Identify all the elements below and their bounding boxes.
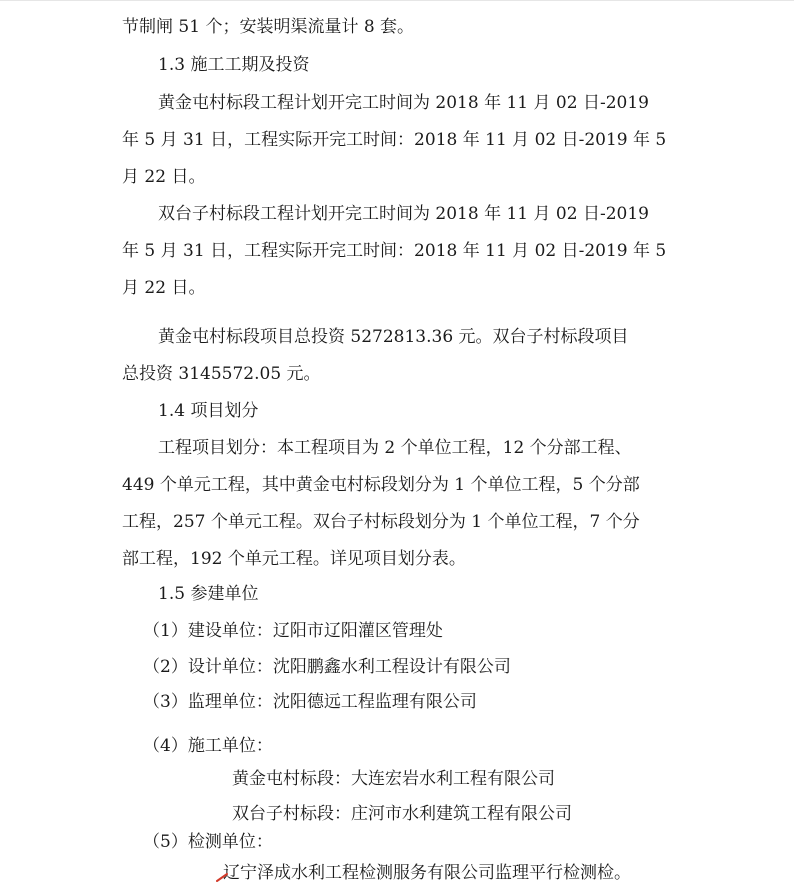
- text-line-13: 449 个单元工程，其中黄金屯村标段划分为 1 个单位工程，5 个分部: [122, 475, 640, 495]
- text-line-9: 黄金屯村标段项目总投资 5272813.36 元。双台子村标段项目: [158, 327, 629, 347]
- section-heading-1-4: 1.4 项目划分: [158, 401, 259, 421]
- text-line-15: 部工程，192 个单元工程。详见项目划分表。: [122, 549, 466, 569]
- item-supervision-unit: （3）监理单位：沈阳德远工程监理有限公司: [143, 692, 477, 712]
- text-line-5: 月 22 日。: [122, 167, 206, 187]
- text-line-4: 年 5 月 31 日，工程实际开完工时间：2018 年 11 月 02 日-2019 年 5: [122, 130, 667, 150]
- item-contractor-heading: （4）施工单位：: [143, 736, 273, 756]
- text-line-10: 总投资 3145572.05 元。: [122, 364, 321, 384]
- item-design-unit: （2）设计单位：沈阳鹏鑫水利工程设计有限公司: [143, 657, 511, 677]
- item-testing-unit: 辽宁泽成水利工程检测服务有限公司监理平行检测检。: [223, 863, 631, 883]
- text-line-3: 黄金屯村标段工程计划开完工时间为 2018 年 11 月 02 日-2019: [158, 93, 649, 113]
- text-line-14: 工程，257 个单元工程。双台子村标段划分为 1 个单位工程，7 个分: [122, 512, 640, 532]
- text-line-12: 工程项目划分：本工程项目为 2 个单位工程，12 个分部工程、: [158, 438, 632, 458]
- item-construction-unit: （1）建设单位：辽阳市辽阳灌区管理处: [143, 621, 443, 641]
- section-heading-1-5: 1.5 参建单位: [158, 584, 259, 604]
- item-contractor-huangjintun: 黄金屯村标段：大连宏岩水利工程有限公司: [232, 769, 555, 789]
- red-pen-mark: [216, 872, 228, 882]
- top-divider: [0, 0, 794, 1]
- item-testing-heading: （5）检测单位：: [143, 832, 273, 852]
- section-heading-1-3: 1.3 施工工期及投资: [158, 55, 310, 75]
- text-line-8: 月 22 日。: [122, 278, 206, 298]
- item-contractor-shuangtaizi: 双台子村标段：庄河市水利建筑工程有限公司: [232, 804, 572, 824]
- text-line-6: 双台子村标段工程计划开完工时间为 2018 年 11 月 02 日-2019: [158, 204, 649, 224]
- text-line-7: 年 5 月 31 日，工程实际开完工时间：2018 年 11 月 02 日-2019 年 5: [122, 241, 667, 261]
- text-line-1: 节制闸 51 个；安装明渠流量计 8 套。: [122, 17, 415, 37]
